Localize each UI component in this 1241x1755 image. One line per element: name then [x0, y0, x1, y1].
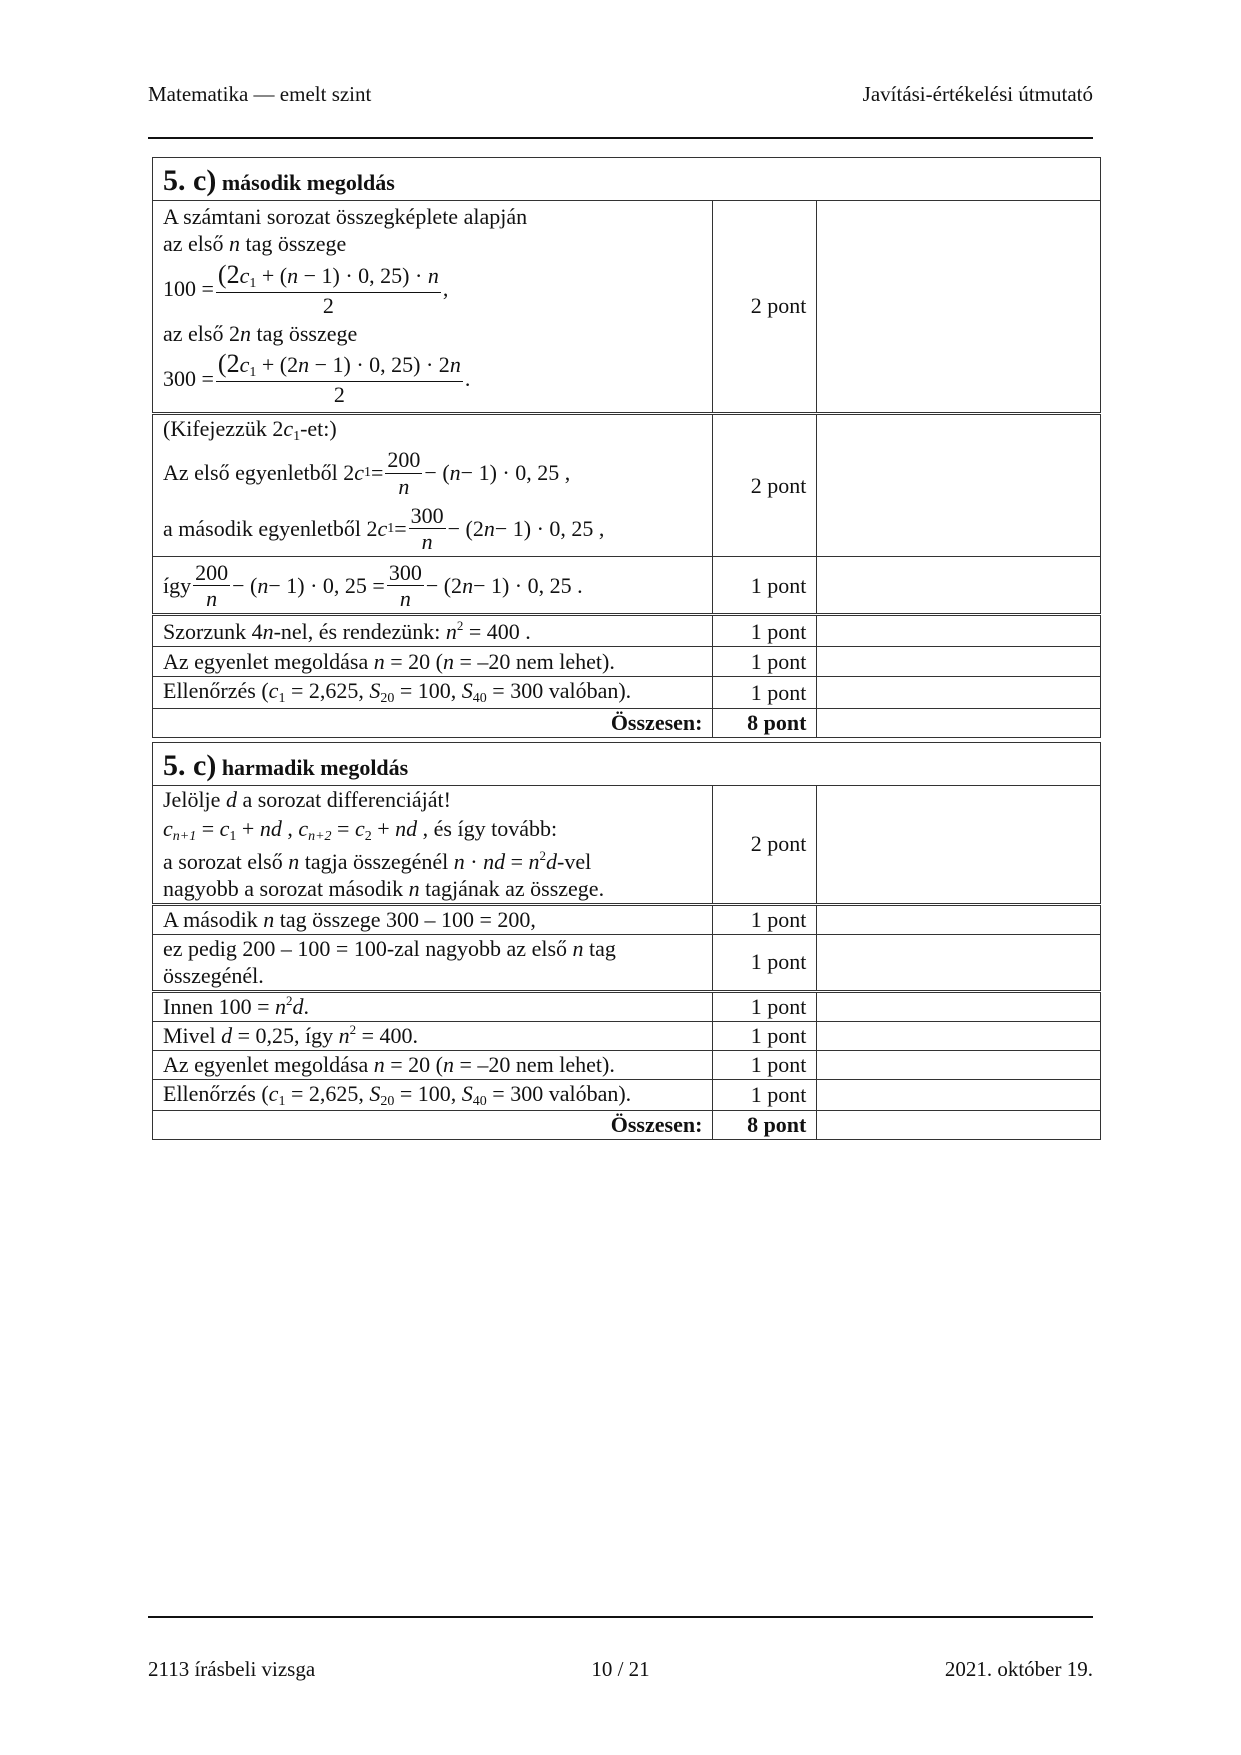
grader-cell	[817, 785, 1101, 904]
grader-cell	[817, 1079, 1101, 1111]
grader-cell	[817, 1111, 1101, 1140]
row-description: így $\frac{200}{n}$ − ( n − 1) · 0, 25 = $\frac{300}{n}$ − (2 n − 1) · 0, 25 .	[153, 557, 713, 615]
row-description: Az egyenlet megoldása n = 20 (n = –20 nem lehet).	[153, 647, 713, 677]
grader-cell	[817, 708, 1101, 737]
row-description: A számtani sorozat összegképlete alapján az első n tag összege 100 = $\frac{(2c_1 + (n - 1) \cdot 0, 25) \cdot n}{2}$ , az első 2n tag összege 300 = $\frac{(2c_1 + (2n - 1) \cdot 0, 25) \cdot 2n}{2}$ .	[153, 200, 713, 413]
row-points: 2 pont	[713, 785, 817, 904]
grader-cell	[817, 615, 1101, 647]
solution-3-title: 5. c) harmadik megoldás	[153, 743, 1101, 786]
formula-sum-n: 100 = $\frac{(2c_1 + (n - 1) \cdot 0, 25) \cdot n}{2}$ ,	[163, 259, 449, 318]
grader-cell	[817, 904, 1101, 934]
grader-cell	[817, 1050, 1101, 1079]
page-footer	[148, 1657, 1093, 1682]
page-header	[148, 82, 1093, 107]
row-description: Mivel d = 0,25, így $n^2 = 400$.	[153, 1021, 713, 1050]
solution-2-title: 5. c) második megoldás	[153, 158, 1101, 201]
row-points: 1 pont	[713, 934, 817, 991]
grader-cell	[817, 1021, 1101, 1050]
table-row	[153, 615, 1101, 647]
grader-cell	[817, 677, 1101, 709]
header-divider	[148, 137, 1093, 139]
row-description: Ellenőrzés ($c_1 = 2,625$, $S_{20} = 100$, $S_{40} = 300$ valóban).	[153, 1079, 713, 1111]
row-points: 1 pont	[713, 615, 817, 647]
row-points: 1 pont	[713, 1079, 817, 1111]
table-row	[153, 677, 1101, 709]
row-description: Jelölje d a sorozat differenciáját! $c_{n+1} = c_1$ + nd , $c_{n+2} = c_2$ + nd , és így tovább: a sorozat első n tagja összegénél n · nd = $n^2d$-vel nagyobb a sorozat második n tagjának az összege.	[153, 785, 713, 904]
row-points: 1 pont	[713, 557, 817, 615]
total-label: Összesen:	[153, 1111, 713, 1140]
table-row	[153, 991, 1101, 1021]
exam-code: 2113 írásbeli vizsga	[148, 1657, 316, 1681]
total-points: 8 pont	[713, 1111, 817, 1140]
row-points: 1 pont	[713, 991, 817, 1021]
formula-sum-2n: 300 = $\frac{(2c_1 + (2n - 1) \cdot 0, 25) \cdot 2n}{2}$ .	[163, 349, 471, 408]
table-row	[153, 200, 1101, 413]
grader-cell	[817, 413, 1101, 557]
table-row	[153, 904, 1101, 934]
grader-cell	[817, 557, 1101, 615]
header-doc-type: Javítási-értékelési útmutató	[862, 82, 1093, 106]
grader-cell	[817, 991, 1101, 1021]
table-row	[153, 1021, 1101, 1050]
table-row	[153, 934, 1101, 991]
page-number: 10 / 21	[591, 1657, 650, 1681]
table-row	[153, 785, 1101, 904]
footer-divider	[148, 1616, 1093, 1618]
grader-cell	[817, 934, 1101, 991]
row-description: (Kifejezzük $2c_1-et$:) Az első egyenletből 2 c 1 = $\frac{200}{n}$ − ( n − 1) · 0, 25 , a második egyenletből 2 c 1 = $\frac{300}{n}$ − (2 n − 1) · 0, 25 ,	[153, 413, 713, 557]
row-points: 1 pont	[713, 677, 817, 709]
table-row	[153, 1050, 1101, 1079]
solution-3-table	[152, 742, 1101, 1140]
exam-date: 2021. október 19.	[944, 1657, 1093, 1681]
table-row	[153, 647, 1101, 677]
header-subject: Matematika — emelt szint	[148, 82, 372, 106]
grader-cell	[817, 200, 1101, 413]
row-description: Innen $100 = n^2d$.	[153, 991, 713, 1021]
row-description: A második n tag összege 300 – 100 = 200,	[153, 904, 713, 934]
total-points: 8 pont	[713, 708, 817, 737]
row-points: 1 pont	[713, 1021, 817, 1050]
row-description: Szorzunk 4n-nel, és rendezünk: $n^2 = 400$ .	[153, 615, 713, 647]
row-description: Az egyenlet megoldása n = 20 (n = –20 nem lehet).	[153, 1050, 713, 1079]
total-row	[153, 1111, 1101, 1140]
row-points: 1 pont	[713, 1050, 817, 1079]
solution-2-table	[152, 157, 1101, 738]
row-points: 1 pont	[713, 904, 817, 934]
row-description: ez pedig 200 – 100 = 100-zal nagyobb az első n tag összegénél.	[153, 934, 713, 991]
row-points: 2 pont	[713, 200, 817, 413]
grader-cell	[817, 647, 1101, 677]
total-label: Összesen:	[153, 708, 713, 737]
table-row	[153, 413, 1101, 557]
row-points: 1 pont	[713, 647, 817, 677]
total-row	[153, 708, 1101, 737]
table-row	[153, 557, 1101, 615]
row-points: 2 pont	[713, 413, 817, 557]
table-row	[153, 1079, 1101, 1111]
row-description: Ellenőrzés ($c_1 = 2,625$, $S_{20} = 100$, $S_{40} = 300$ valóban).	[153, 677, 713, 709]
